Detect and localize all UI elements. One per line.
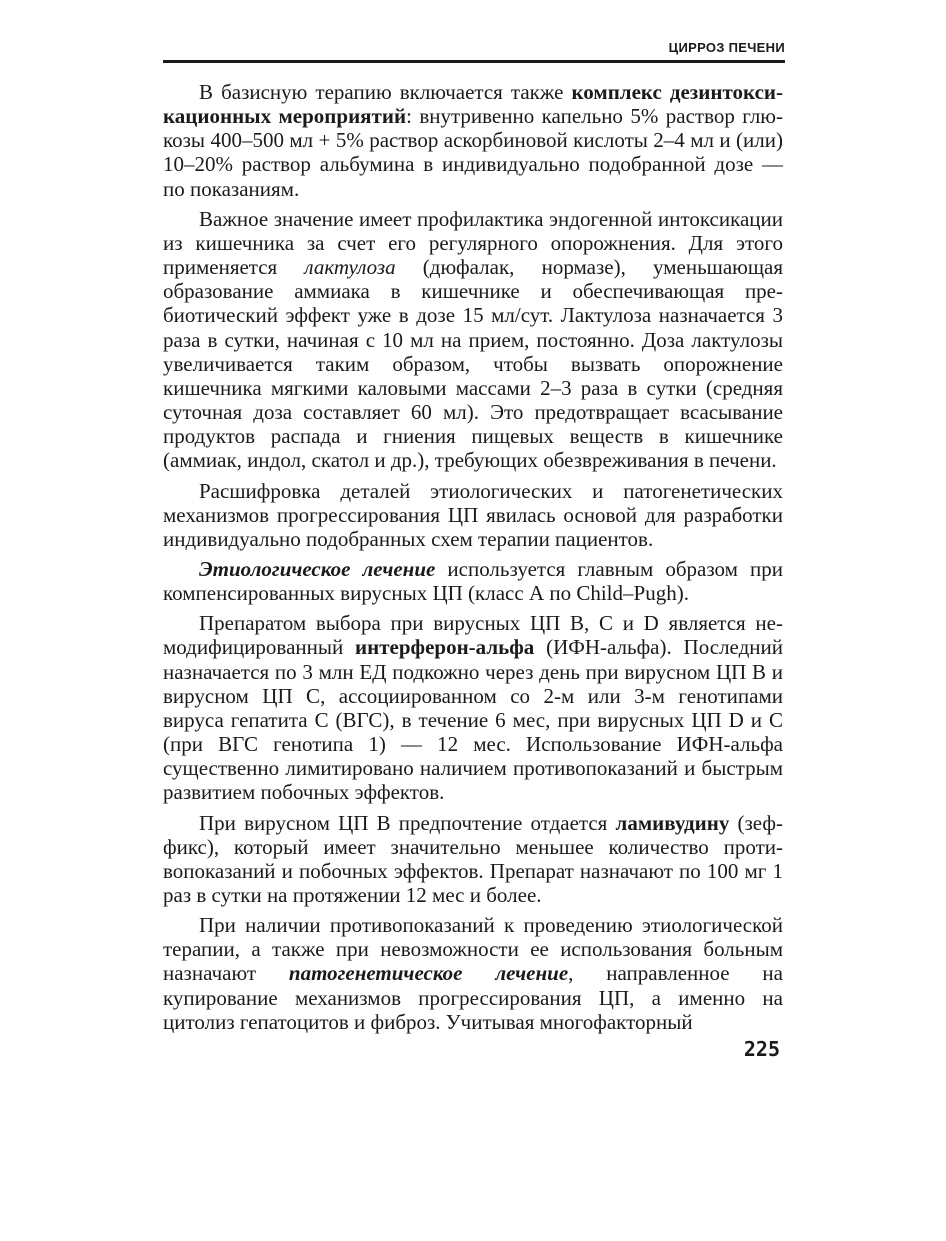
paragraph-text: При наличии противопоказаний к проведению этиологической терапии, а также при невозможности ее использования больным назначают <box>163 913 783 986</box>
bold-term-lamivudine: ламивудину <box>615 810 730 835</box>
running-title: ЦИРРОЗ ПЕЧЕНИ <box>668 40 785 55</box>
paragraph-lamivudine <box>163 811 783 908</box>
paragraph-text: При вирусном ЦП В предпочтение отдается <box>199 810 616 835</box>
paragraph-text: , направленное на купирование механизмов прогрессирования ЦП, а именно на цитолиз гепатоцитов и фиброз. Учитывая многофакторный <box>163 961 783 1034</box>
paragraph-text: Препаратом выбора при вирусных ЦП В, С и D является немодифицированный <box>163 611 783 660</box>
paragraph-text: : внутривенно капельно 5% раствор глюкозы 400–500 мл + 5% раствор аскорбиновой кислоты 2–4 мл и (или) 10–20% раствор альбумина в индивидуально подобранной дозе — по показаниям. <box>163 104 783 201</box>
bold-italic-term-pathogenetic-treatment: патогенетическое лечение <box>288 961 569 986</box>
bold-term-detox-complex: комплекс дезинтоксикационных мероприятий <box>163 80 783 129</box>
italic-term-lactulose: лактулоза <box>304 255 396 280</box>
bold-italic-term-etiological-treatment: Этиологическое лечение <box>199 556 436 581</box>
paragraph-text: Важное значение имеет профилактика эндогенной интоксикации из кишечника за счет его регулярного опорожнения. Для этого применяется <box>163 206 783 280</box>
paragraph-interferon <box>163 611 783 804</box>
paragraph-text: В базисную терапию включается также <box>199 80 572 104</box>
paragraph-text: (дюфалак, нормазе), уменьшающая образование аммиака в кишечнике и обеспечивающая пребиотический эффект уже в дозе 15 мл/сут. Лактулоза назначается 3 раза в сутки, начиная с 10 мл на прием, постоянно. Доза лактулозы увеличивается таким образом, чтобы вызвать опорожнение кишечника мягкими каловыми массами 2–3 раза в сутки (средняя суточная доза составляет 60 мл). Это предотвращает всасывание продуктов распада и гниения пищевых веществ в кишечнике (аммиак, индол, скатол и др.), требующих обезвреживания в печени. <box>163 255 783 473</box>
paragraph-text: (ИФН-альфа). Последний назначается по 3 млн ЕД подкожно через день при вирусном ЦП В и вирусном ЦП С, ассоциированном со 2-м или 3-м генотипами вируса гепатита С (ВГС), в течение 6 мес, при вирусных ЦП D и С (при ВГС генотипа 1) — 12 мес. Использование ИФН-альфа существенно лимитировано наличием противопоказаний и быстрым развитием побочных эффектов. <box>163 635 783 805</box>
bold-term-interferon: интерферон-альфа <box>355 635 535 660</box>
paragraph-etiological <box>163 557 783 605</box>
paragraph-text: (зеффикс), который имеет значительно меньшее количество противопоказаний и побочных эффектов. Препарат назначают по 100 мг 1 раз в сутки на протяжении 12 мес и более. <box>163 810 783 907</box>
page-body <box>163 80 783 1040</box>
page-number: 225 <box>743 1037 780 1061</box>
header-rule <box>163 60 785 63</box>
paragraph-pathogenetic <box>163 913 783 1034</box>
paragraph-detox <box>163 80 783 201</box>
paragraph-lactulose <box>163 207 783 473</box>
paragraph-mechanisms <box>163 479 783 551</box>
paragraph-text: Расшифровка деталей этиологических и патогенетических механизмов прогрессирования ЦП явилась основой для разработки индивидуально подобранных схем терапии пациентов. <box>163 478 783 551</box>
paragraph-text: используется главным образом при компенсированных вирусных ЦП (класс А по Child–Pugh). <box>163 556 783 606</box>
